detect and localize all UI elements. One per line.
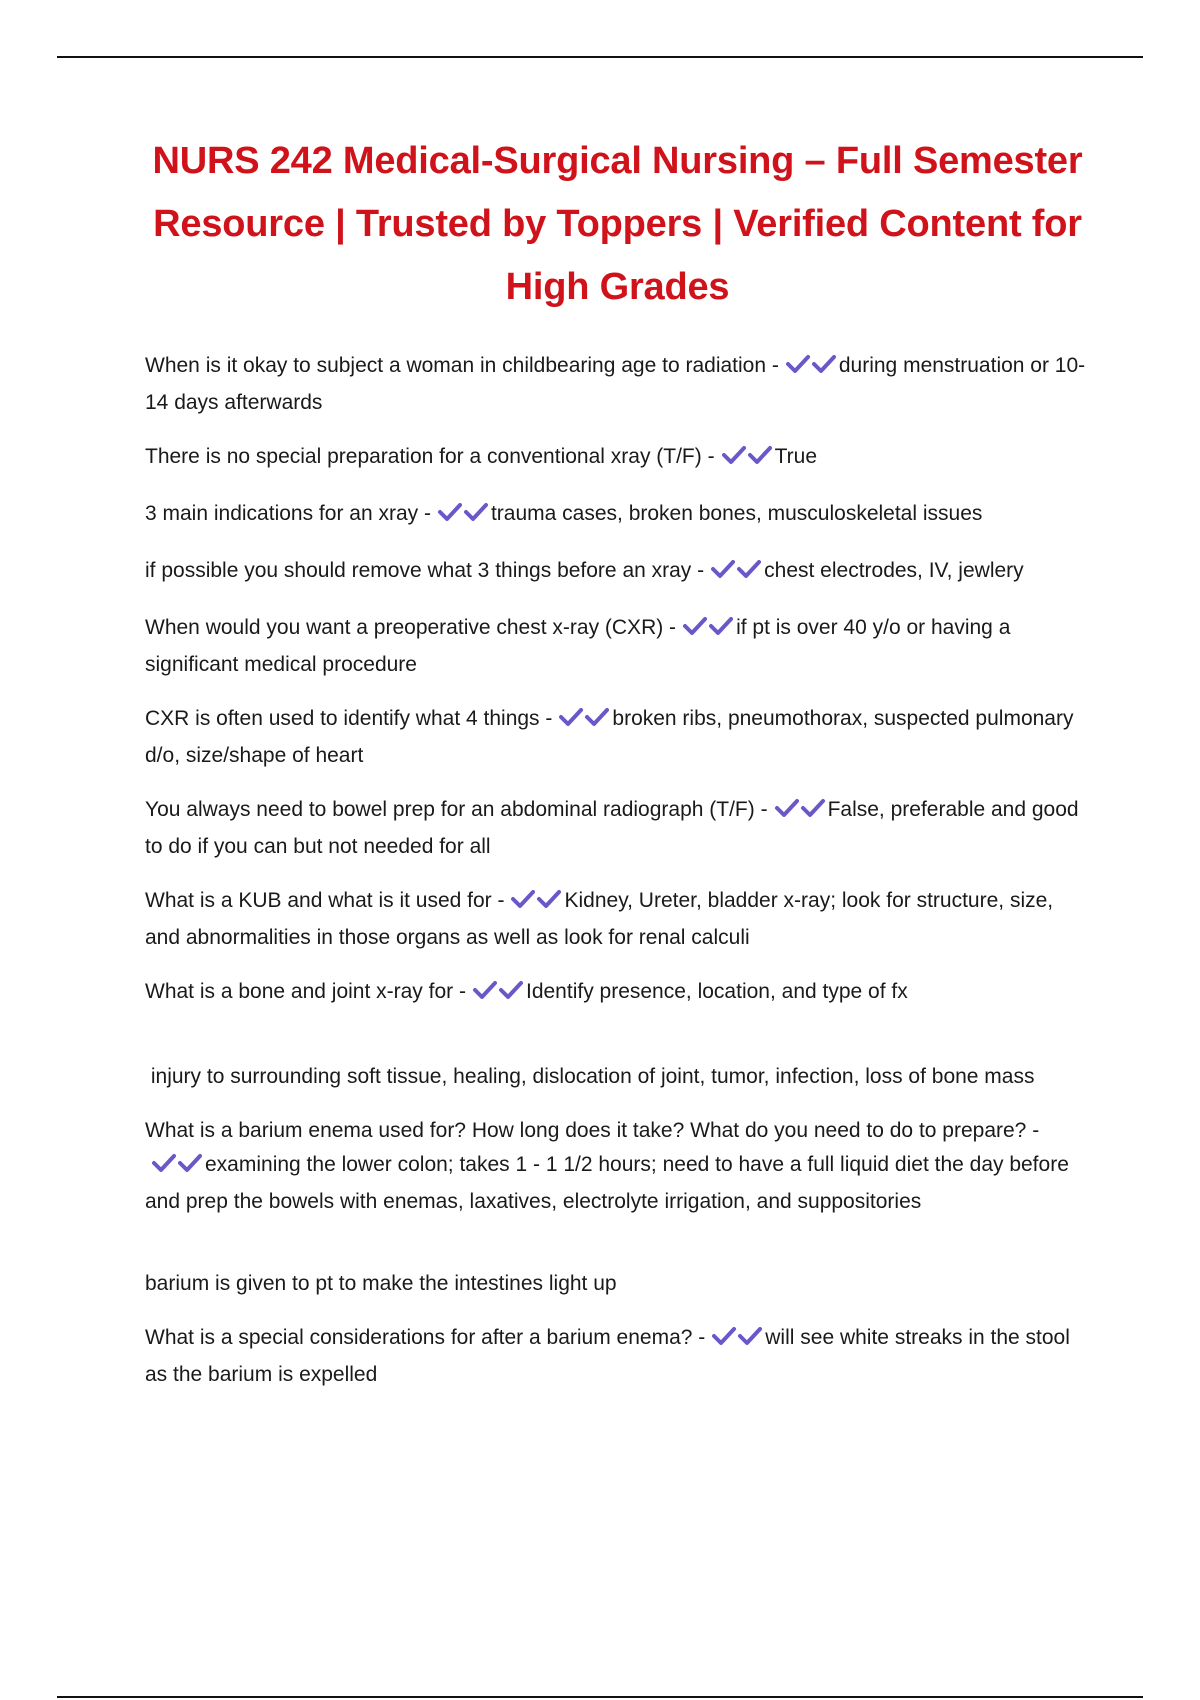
answer: Identify presence, location, and type of fx bbox=[525, 980, 908, 1003]
question: CXR is often used to identify what 4 things - bbox=[145, 707, 553, 730]
answer: examining the lower colon; takes 1 - 1 1/2 hours; need to have a full liquid diet the day before and prep the bowels with enemas, laxatives, electrolyte irrigation, and suppositories bbox=[145, 1153, 1069, 1213]
check-marks bbox=[558, 705, 610, 739]
answer: trauma cases, broken bones, musculoskeletal issues bbox=[490, 502, 983, 525]
check-icon bbox=[584, 706, 610, 728]
bottom-rule bbox=[57, 1696, 1143, 1698]
question: When would you want a preoperative chest x-ray (CXR) - bbox=[145, 616, 677, 639]
check-icon bbox=[472, 979, 498, 1001]
answer: will see white streaks in the stool as the barium is expelled bbox=[145, 1326, 1070, 1386]
check-marks bbox=[682, 614, 734, 648]
check-icon bbox=[177, 1152, 203, 1174]
check-marks bbox=[472, 978, 524, 1012]
question: What is a barium enema used for? How long does it take? What do you need to do to prepare? - bbox=[145, 1119, 1040, 1142]
check-icon bbox=[721, 444, 747, 466]
note-text: injury to surrounding soft tissue, healing, dislocation of joint, tumor, infection, loss of bone mass bbox=[145, 1065, 1035, 1088]
check-marks bbox=[710, 557, 762, 591]
question: 3 main indications for an xray - bbox=[145, 502, 431, 525]
question: What is a special considerations for after a barium enema? - bbox=[145, 1326, 706, 1349]
document-title: NURS 242 Medical-Surgical Nursing – Full Semester Resource | Trusted by Toppers | Verified Content for High Grades bbox=[152, 140, 1083, 308]
check-icon bbox=[558, 706, 584, 728]
question: You always need to bowel prep for an abdominal radiograph (T/F) - bbox=[145, 798, 768, 821]
qa-entry bbox=[145, 497, 1090, 534]
answer: if pt is over 40 y/o or having a significant medical procedure bbox=[145, 616, 1011, 676]
check-icon bbox=[498, 979, 524, 1001]
top-rule bbox=[57, 56, 1143, 58]
check-icon bbox=[737, 1325, 763, 1347]
answer: broken ribs, pneumothorax, suspected pulmonary d/o, size/shape of heart bbox=[145, 707, 1074, 767]
check-marks bbox=[785, 352, 837, 386]
note-text: barium is given to pt to make the intestines light up bbox=[145, 1272, 617, 1295]
answer: during menstruation or 10-14 days afterwards bbox=[145, 354, 1086, 414]
check-icon bbox=[800, 797, 826, 819]
check-icon bbox=[736, 558, 762, 580]
question: if possible you should remove what 3 things before an xray - bbox=[145, 559, 705, 582]
check-icon bbox=[708, 615, 734, 637]
check-icon bbox=[536, 888, 562, 910]
qa-entry bbox=[145, 440, 1090, 477]
qa-entry bbox=[145, 554, 1090, 591]
qa-entry bbox=[145, 349, 1090, 420]
check-icon bbox=[811, 353, 837, 375]
qa-entry bbox=[145, 1321, 1090, 1392]
answer: chest electrodes, IV, jewlery bbox=[764, 559, 1024, 582]
check-icon bbox=[711, 1325, 737, 1347]
answer: True bbox=[774, 445, 817, 468]
check-icon bbox=[747, 444, 773, 466]
answer: Kidney, Ureter, bladder x-ray; look for structure, size, and abnormalities in those organs as well as look for renal calculi bbox=[145, 889, 1054, 949]
qa-entry bbox=[145, 793, 1090, 864]
check-icon bbox=[774, 797, 800, 819]
question: There is no special preparation for a conventional xray (T/F) - bbox=[145, 445, 715, 468]
document-page bbox=[145, 130, 1090, 1412]
check-marks bbox=[437, 500, 489, 534]
check-icon bbox=[785, 353, 811, 375]
qa-entry bbox=[145, 1114, 1090, 1219]
check-icon bbox=[710, 558, 736, 580]
qa-entry bbox=[145, 702, 1090, 773]
check-marks bbox=[774, 796, 826, 830]
question: What is a bone and joint x-ray for - bbox=[145, 980, 466, 1003]
check-icon bbox=[510, 888, 536, 910]
check-marks bbox=[721, 443, 773, 477]
check-icon bbox=[463, 501, 489, 523]
qa-entry bbox=[145, 884, 1090, 955]
answer: False, preferable and good to do if you can but not needed for all bbox=[145, 798, 1079, 858]
question: When is it okay to subject a woman in childbearing age to radiation - bbox=[145, 354, 779, 377]
check-marks bbox=[151, 1151, 203, 1185]
question: What is a KUB and what is it used for - bbox=[145, 889, 505, 912]
check-icon bbox=[437, 501, 463, 523]
qa-entry bbox=[145, 975, 1090, 1012]
check-icon bbox=[151, 1152, 177, 1174]
check-marks bbox=[711, 1324, 763, 1358]
qa-list bbox=[145, 349, 1090, 1392]
qa-entry bbox=[145, 611, 1090, 682]
check-marks bbox=[510, 887, 562, 921]
check-icon bbox=[682, 615, 708, 637]
